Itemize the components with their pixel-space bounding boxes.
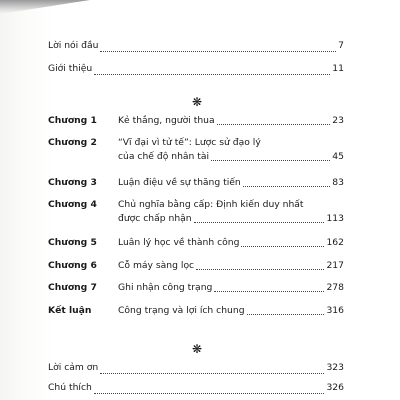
dot-leader [243,186,331,187]
chapter-number: Chương 4 [48,199,97,210]
chapter-number: Chương 6 [48,260,97,271]
dot-leader [214,291,324,292]
toc-entry-page: 326 [326,382,344,393]
chapter-page: 316 [326,305,344,316]
page-corner-shadow [0,0,90,14]
chapter-title: Luận điệu về sự thăng tiến [118,177,241,188]
toc-entry-title: Chú thích [48,382,92,393]
toc-entry-notes[interactable] [48,382,344,398]
toc-entry-introduction[interactable] [48,63,344,79]
chapter-title: Công trạng và lợi ích chung [118,305,245,316]
dot-leader [94,393,325,394]
dot-leader [241,246,324,247]
chapter-number: Chương 1 [48,115,97,126]
dot-leader [247,314,325,315]
ornament-star-icon: ❋ [191,342,203,356]
dot-leader [211,160,330,161]
toc-entry-title: Giới thiệu [48,63,93,74]
toc-entry-preface[interactable] [48,40,344,56]
chapter-page: 83 [332,177,344,188]
chapter-title-cont: của chế độ nhân tài [118,151,210,162]
chapter-page: 278 [326,282,344,293]
chapter-page: 162 [326,237,344,248]
dot-leader [194,222,325,223]
toc-entry-page: 7 [338,40,344,51]
dot-leader [100,373,324,374]
toc-entry-title: Lời nói đầu [48,40,99,51]
toc-entry-acknowledgements[interactable] [48,362,344,378]
toc-entry-page: 323 [326,362,344,373]
chapter-page: 113 [326,213,344,224]
chapter-title: Chủ nghĩa bằng cấp: Định kiến duy nhất [118,199,304,210]
chapter-number: Kết luận [48,305,92,316]
chapter-page: 23 [332,115,344,126]
chapter-title: “Vĩ đại vì tử tế”: Lược sử đạo lý [118,137,261,148]
chapter-title: Cỗ máy sàng lọc [118,260,195,271]
chapter-title-cont: được chấp nhận [118,213,192,224]
chapter-number: Chương 7 [48,282,97,293]
ornament-star-icon: ❋ [191,95,203,109]
toc-entry-page: 11 [332,63,344,74]
chapter-number: Chương 5 [48,237,97,248]
chapter-page: 45 [332,151,344,162]
chapter-title: Ghi nhận công trạng [118,282,213,293]
dot-leader [100,51,336,52]
chapter-page: 217 [326,260,344,271]
chapter-number: Chương 3 [48,177,97,188]
chapter-number: Chương 2 [48,137,97,148]
chapter-title: Luân lý học về thành công [118,237,240,248]
dot-leader [94,74,330,75]
chapter-title: Kẻ thắng, người thua [118,115,215,126]
dot-leader [196,269,324,270]
toc-entry-title: Lời cảm ơn [48,362,99,373]
dot-leader [217,124,331,125]
